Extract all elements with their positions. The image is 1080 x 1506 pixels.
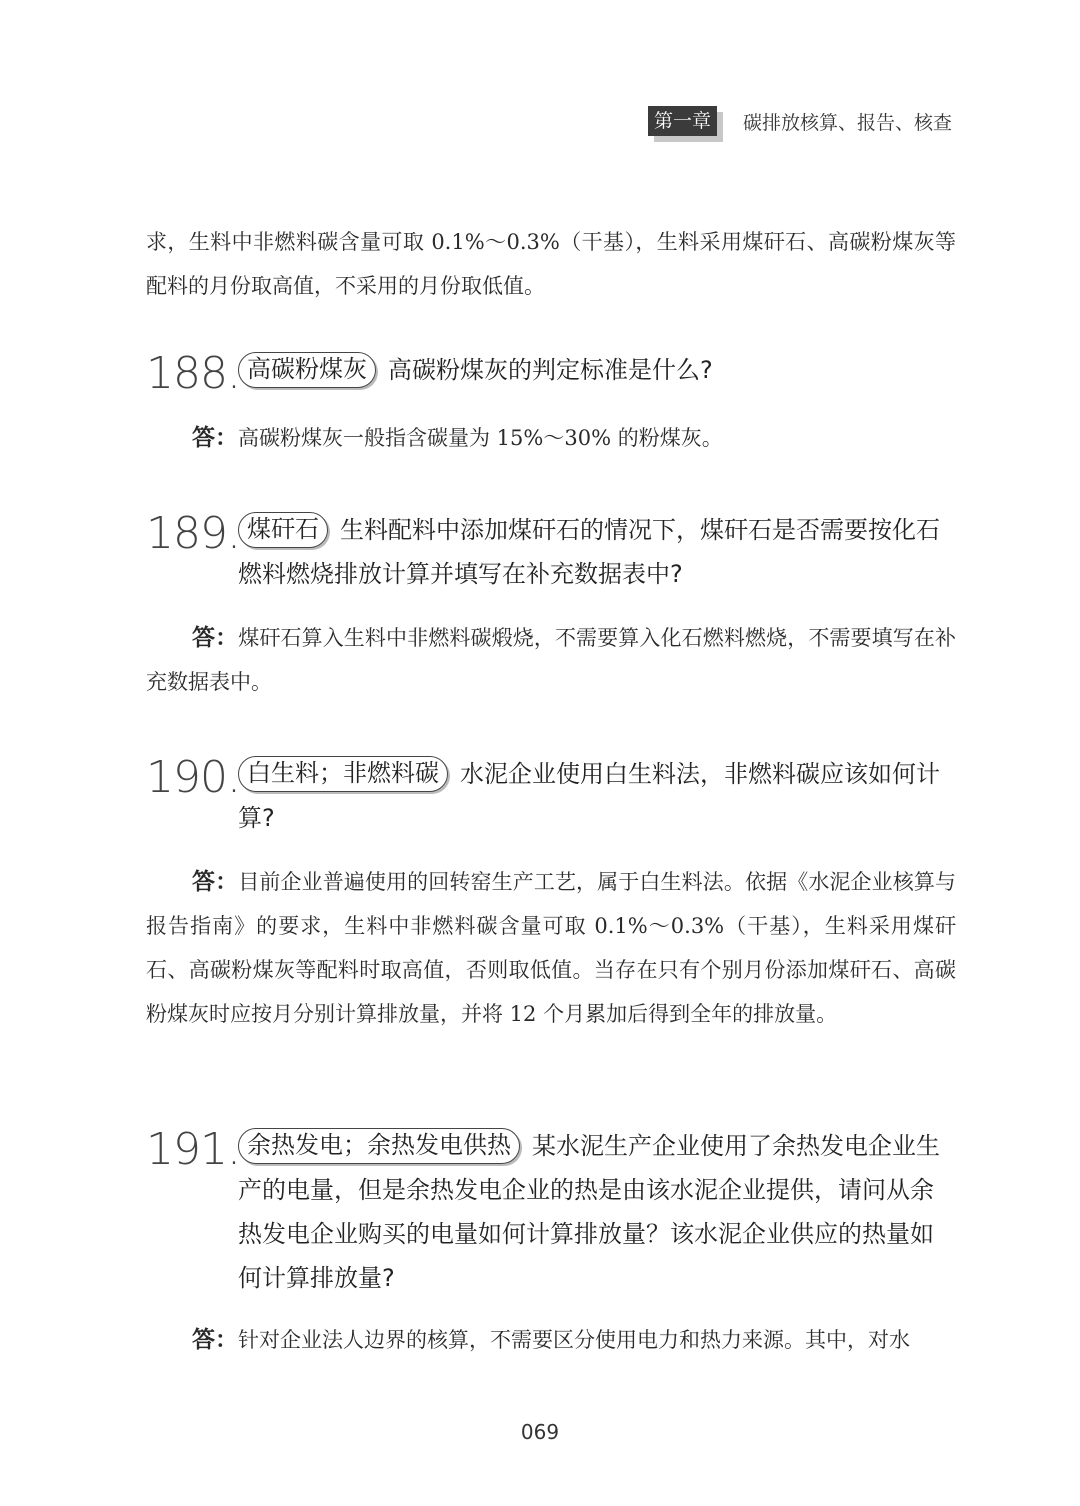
question-number: 189. (146, 508, 240, 559)
question-number: 188. (146, 348, 240, 399)
question-text (238, 348, 956, 392)
keyword-tag: 白生料；非燃料碳 (238, 756, 448, 792)
question-188 (146, 348, 956, 399)
question-body: 高碳粉煤灰的判定标准是什么? (388, 356, 713, 384)
answer-label: 答： (192, 1327, 238, 1353)
page-number: 069 (520, 1420, 560, 1444)
question-189 (146, 508, 956, 596)
question-number: 191. (146, 1124, 240, 1175)
question-body: 水泥企业使用白生料法，非燃料碳应该如何计算? (238, 760, 940, 832)
answer-text: 高碳粉煤灰一般指含碳量为 15%～30% 的粉煤灰。 (238, 426, 723, 450)
answer-191 (146, 1318, 956, 1362)
answer-text: 煤矸石算入生料中非燃料碳煅烧，不需要算入化石燃料燃烧，不需要填写在补充数据表中。 (146, 626, 957, 694)
keyword-tag: 余热发电；余热发电供热 (238, 1128, 520, 1164)
question-190 (146, 752, 956, 840)
keyword-tag: 高碳粉煤灰 (238, 352, 376, 388)
question-text (238, 1124, 956, 1300)
answer-label: 答： (192, 425, 238, 451)
question-text (238, 752, 956, 840)
question-body: 生料配料中添加煤矸石的情况下，煤矸石是否需要按化石燃料燃烧排放计算并填写在补充数据表中? (238, 516, 940, 588)
answer-188 (146, 416, 956, 460)
chapter-tag: 第一章 (648, 106, 717, 136)
answer-190 (146, 860, 956, 1036)
question-191 (146, 1124, 956, 1300)
question-number: 190. (146, 752, 240, 803)
answer-text: 针对企业法人边界的核算，不需要区分使用电力和热力来源。其中，对水 (238, 1328, 910, 1352)
intro-paragraph: 求，生料中非燃料碳含量可取 0.1%～0.3%（干基），生料采用煤矸石、高碳粉煤灰等配料的月份取高值，不采用的月份取低值。 (146, 230, 956, 298)
answer-label: 答： (192, 625, 239, 651)
question-text (238, 508, 956, 596)
keyword-tag: 煤矸石 (238, 512, 328, 548)
answer-text: 目前企业普遍使用的回转窑生产工艺，属于白生料法。依据《水泥企业核算与报告指南》的要求，生料中非燃料碳含量可取 0.1%～0.3%（干基），生料采用煤矸石、高碳粉煤灰等配料时取高值，否则取低值。当存在只有个别月份添加煤矸石、高碳粉煤灰时应按月分别计算排放量，并将 12 个月累加后得到全年的排放量。 (146, 870, 957, 1026)
chapter-title: 碳排放核算、报告、核查 (743, 111, 953, 134)
answer-label: 答： (192, 869, 239, 895)
question-body: 某水泥生产企业使用了余热发电企业生产的电量，但是余热发电企业的热是由该水泥企业提供，请问从余热发电企业购买的电量如何计算排放量？该水泥企业供应的热量如何计算排放量? (238, 1132, 940, 1292)
answer-189 (146, 616, 956, 704)
running-header (648, 104, 952, 138)
